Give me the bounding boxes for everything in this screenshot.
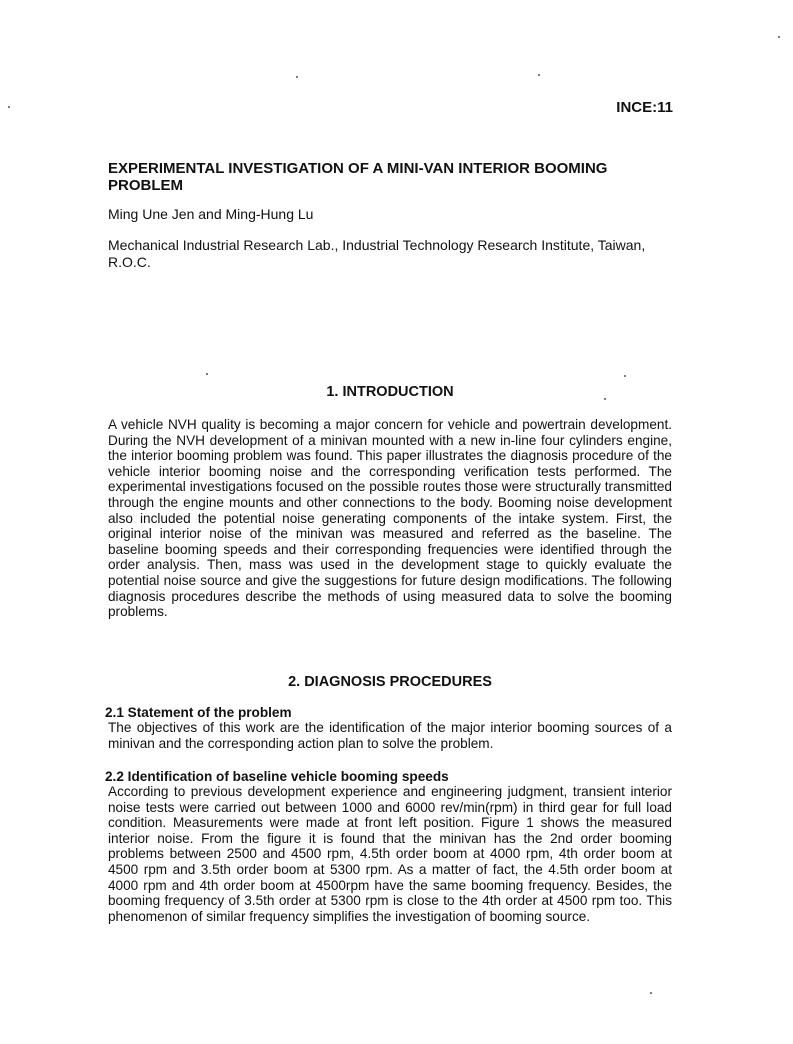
- authors: Ming Une Jen and Ming-Hung Lu: [108, 206, 314, 222]
- scan-speck: [778, 36, 780, 38]
- scan-speck: [650, 992, 652, 994]
- scan-speck: [538, 74, 540, 76]
- introduction-paragraph: A vehicle NVH quality is becoming a major concern for vehicle and powertrain development. During the NVH development of a minivan mounted with a new in-line four cylinders engine, the interior booming problem was found. This paper illustrates the diagnosis procedure of the vehicle interior booming noise and the corresponding verification tests performed. The experimental investigations focused on the possible routes those were structurally transmitted through the engine mounts and other connections to the body. Booming noise development also included the potential noise generating components of the intake system. First, the original interior noise of the minivan was measured and referred as the baseline. The baseline booming speeds and their corresponding frequencies were identified through the order analysis. Then, mass was used in the development stage to quickly evaluate the potential noise source and give the suggestions for future design modifications. The following diagnosis procedures describe the methods of using measured data to solve the booming problems.: [108, 417, 672, 620]
- scan-speck: [206, 373, 208, 375]
- identification-paragraph: According to previous development experience and engineering judgment, transient interior noise tests were carried out between 1000 and 6000 rev/min(rpm) in third gear for full load condition. Measurements were made at front left position. Figure 1 shows the measured interior noise. From the figure it is found that the minivan has the 2nd order booming problems between 2500 and 4500 rpm, 4.5th order boom at 4000 rpm, 4th order boom at 4500 rpm and 3.5th order boom at 5300 rpm. As a matter of fact, the 4.5th order boom at 4000 rpm and 4th order boom at 4500rpm have the same booming frequency. Besides, the booming frequency of 3.5th order at 5300 rpm is close to the 4th order at 4500 rpm too. This phenomenon of similar frequency simplifies the investigation of booming source.: [108, 784, 672, 924]
- section-heading-introduction: 1. INTRODUCTION: [326, 384, 454, 400]
- affiliation: Mechanical Industrial Research Lab., Industrial Technology Research Institute, Taiwan, R.O.C.: [108, 237, 646, 270]
- paper-title: EXPERIMENTAL INVESTIGATION OF A MINI-VAN INTERIOR BOOMING PROBLEM: [108, 160, 608, 194]
- scan-speck: [296, 76, 298, 78]
- section-heading-diagnosis: 2. DIAGNOSIS PROCEDURES: [288, 674, 492, 690]
- scan-speck: [624, 375, 626, 377]
- paper-code: INCE:11: [616, 99, 673, 116]
- scan-speck: [8, 106, 10, 108]
- statement-paragraph: The objectives of this work are the identification of the major interior booming sources of a minivan and the corresponding action plan to solve the problem.: [108, 720, 672, 751]
- subsection-heading-statement: 2.1 Statement of the problem: [105, 705, 292, 720]
- scan-speck: [604, 398, 606, 400]
- subsection-heading-identification: 2.2 Identification of baseline vehicle booming speeds: [105, 769, 449, 784]
